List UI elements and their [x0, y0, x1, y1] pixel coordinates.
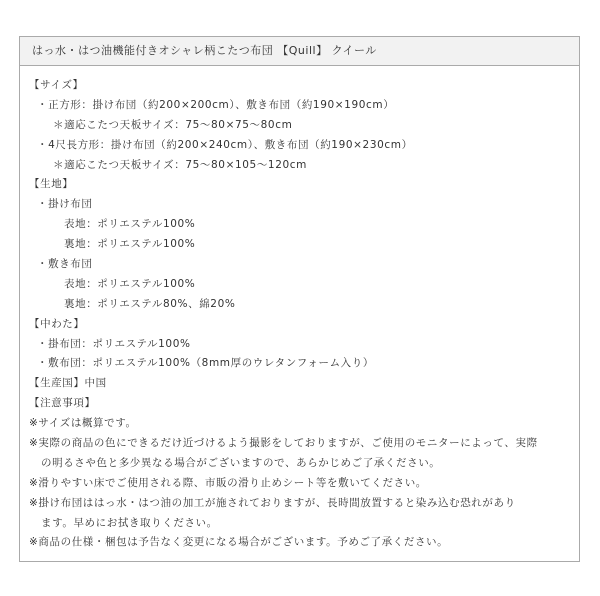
fabric-mattress-back: 裏地：ポリエステル80%、綿20%	[64, 297, 236, 310]
note-water: ※掛け布団ははっ水・はつ油の加工が施されておりますが、長時間放置すると染み込む恐れがあり	[29, 496, 516, 509]
spec-table	[19, 36, 580, 562]
fabric-comforter-front: 表地：ポリエステル100%	[64, 218, 196, 231]
spec-body	[20, 66, 579, 553]
size-square-table: ＊適応こたつ天板サイズ：75～80×75～80cm	[53, 118, 293, 131]
note-size: ※サイズは概算です。	[29, 417, 137, 430]
fabric-comforter: ・掛け布団	[37, 198, 93, 211]
note-color-cont: の明るさや色と多少異なる場合がございますので、あらかじめご了承ください。	[41, 456, 441, 469]
fabric-mattress-front: 表地：ポリエステル100%	[64, 277, 196, 290]
section-heading-size: 【サイズ】	[29, 79, 84, 91]
size-rectangle: ・4尺長方形：掛け布団（約200×240cm）、敷き布団（約190×230cm）	[37, 138, 413, 151]
section-heading-notes: 【注意事項】	[29, 397, 96, 410]
size-rectangle-table: ＊適応こたつ天板サイズ：75～80×105～120cm	[53, 158, 307, 171]
fabric-comforter-back: 裏地：ポリエステル100%	[64, 238, 196, 251]
filling-mattress: ・敷布団：ポリエステル100%（8mm厚のウレタンフォーム入り）	[37, 357, 374, 370]
note-color: ※実際の商品の色にできるだけ近づけるよう撮影をしておりますが、ご使用のモニターによって、実際	[29, 437, 538, 450]
section-heading-origin: 【生産国】中国	[29, 377, 107, 390]
note-floor: ※滑りやすい床でご使用される際、市販の滑り止めシート等を敷いてください。	[29, 476, 427, 489]
size-square: ・正方形：掛け布団（約200×200cm）、敷き布団（約190×190cm）	[37, 98, 395, 111]
section-heading-filling: 【中わた】	[29, 317, 85, 330]
section-heading-fabric: 【生地】	[29, 178, 74, 191]
note-water-cont: ます。早めにお拭き取りください。	[41, 516, 218, 529]
note-spec-change: ※商品の仕様・梱包は予告なく変更になる場合がございます。予めご了承ください。	[29, 536, 449, 549]
product-title: はっ水・はつ油機能付きオシャレ柄こたつ布団 【Quill】 クイール	[20, 37, 579, 66]
fabric-mattress: ・敷き布団	[37, 258, 93, 271]
filling-comforter: ・掛布団：ポリエステル100%	[37, 337, 191, 350]
